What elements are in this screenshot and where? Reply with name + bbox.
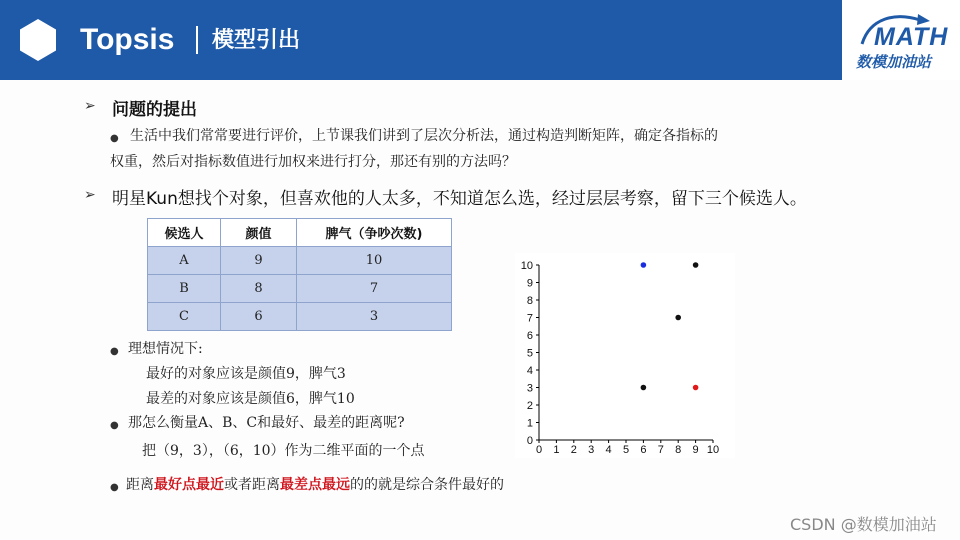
logo-text: MATH [874,23,949,51]
table-header: 颜值 [221,219,297,247]
logo-name: 数模加油站 [856,53,932,71]
title-divider [196,26,198,54]
watermark: CSDN @数模加油站 [790,515,937,534]
y-tick-label: 7 [526,312,533,325]
table-cell: B [148,275,221,303]
table-header-row [148,219,452,247]
conclusion-prefix: 距离 [126,477,154,493]
scatter-point [641,385,647,391]
table-row [148,247,452,275]
paragraph-line-1: 生活中我们常常要进行评价，上节课我们讲到了层次分析法，通过构造判断矩阵，确定各指标的 [130,128,718,144]
x-tick-label: 10 [706,444,720,456]
x-tick-label: 1 [553,444,560,456]
table-cell: C [148,303,221,331]
x-tick-label: 6 [640,444,647,456]
arrow-bullet-icon: ➢ [84,187,96,203]
y-tick-label: 1 [526,417,533,430]
paragraph-line-2: 权重，然后对指标数值进行加权来进行打分，那还有别的方法吗？ [110,154,516,170]
scatter-chart [515,253,735,458]
section-heading: 问题的提出 [112,100,197,120]
table-cell: 10 [297,247,452,275]
y-tick-label: 3 [526,382,533,395]
table-cell: 3 [297,303,452,331]
table-cell: A [148,247,221,275]
y-tick-label: 8 [526,295,533,307]
ideal-label: 理想情况下: [128,341,203,357]
y-tick-label: 10 [520,260,533,272]
x-tick-label: 0 [535,444,543,456]
y-tick-label: 9 [526,277,533,290]
scatter-point [675,315,681,321]
arrow-bullet-icon: ➢ [84,98,96,114]
x-tick-label: 2 [570,444,577,456]
conclusion-line [126,472,504,498]
table-cell: 6 [221,303,297,331]
bullet-icon: ● [110,346,119,357]
y-tick-label: 4 [526,365,533,377]
x-tick-label: 5 [622,444,630,456]
plane-line: 把（9，3），（6，10）作为二维平面的一个点 [142,443,425,459]
best-line: 最好的对象应该是颜值9，脾气3 [146,366,346,382]
scatter-plot [515,253,735,458]
table-cell: 7 [297,275,452,303]
table-header: 候选人 [148,219,221,247]
bullet-icon: ● [110,420,119,431]
x-tick-label: 8 [675,444,682,456]
scenario-text: 明星Kun想找个对象，但喜欢他的人太多，不知道怎么选，经过层层考察，留下三个候选人。 [112,189,807,209]
worst-line: 最差的对象应该是颜值6，脾气10 [146,391,355,407]
candidate-table [147,218,452,331]
slide-subtitle: 模型引出 [212,28,301,53]
table-cell: 9 [221,247,297,275]
bullet-icon: ● [110,482,119,493]
y-tick-label: 5 [526,347,533,360]
brand-logo [842,0,960,80]
x-tick-label: 7 [657,444,664,456]
x-tick-label: 4 [605,444,612,456]
y-tick-label: 0 [526,435,533,447]
y-tick-label: 6 [526,330,533,342]
table-cell: 8 [221,275,297,303]
conclusion-mid: 或者距离 [224,477,280,493]
header-bar [0,0,960,80]
table-header: 脾气（争吵次数) [297,219,452,247]
y-tick-label: 2 [526,400,533,412]
question-line: 那怎么衡量A、B、C和最好、最差的距离呢? [128,415,405,431]
x-tick-label: 9 [692,444,699,456]
slide-title: Topsis [80,23,175,56]
bullet-icon: ● [110,133,119,144]
emphasis-worst: 最差点最远 [280,477,350,493]
conclusion-suffix: 的的就是综合条件最好的 [350,477,504,493]
table-row [148,275,452,303]
scatter-point [693,385,699,391]
emphasis-best: 最好点最近 [154,477,224,493]
scatter-point [641,262,647,268]
x-tick-label: 3 [588,444,595,456]
table-row [148,303,452,331]
scatter-point [693,262,699,268]
hexagon-icon [18,18,58,62]
